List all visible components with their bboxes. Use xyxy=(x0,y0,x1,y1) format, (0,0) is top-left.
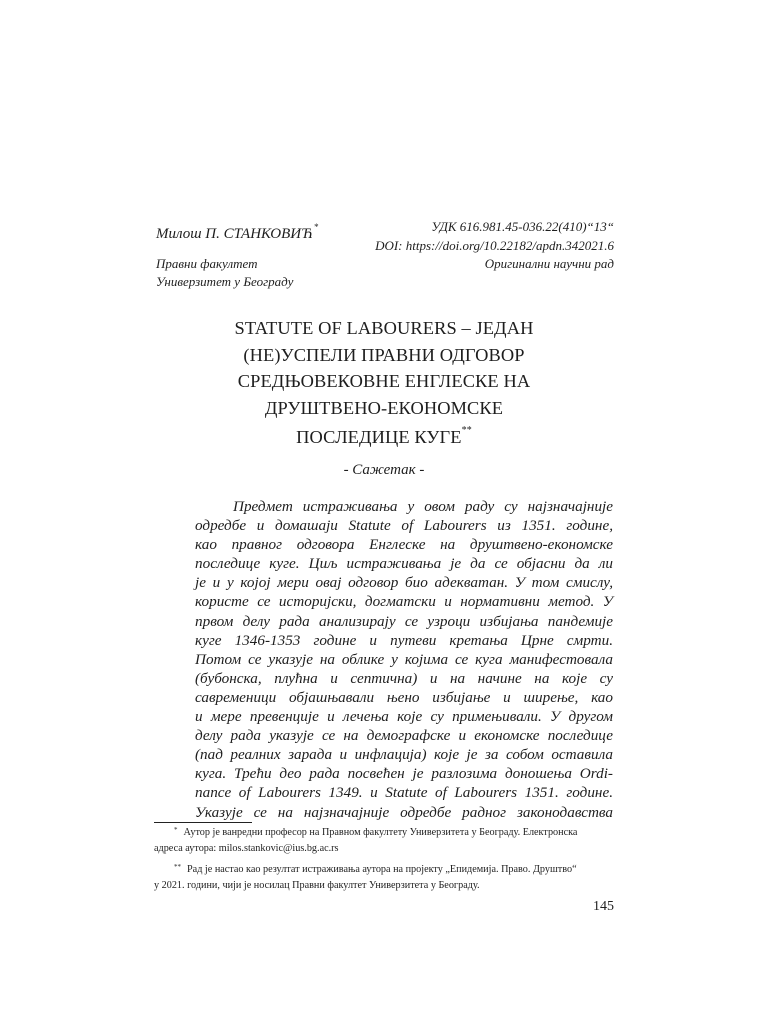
affiliation-university: Универзитет у Београду xyxy=(156,274,294,289)
footnote-text: Аутор је ванредни професор на Правном факултету Универзитета у Београду. Електронска xyxy=(183,827,578,838)
article-meta xyxy=(294,218,614,274)
abstract-line: последице куге. Циљ истраживања је да се објасни да ли xyxy=(195,555,613,573)
doi-link[interactable]: DOI: https://doi.org/10.22182/apdn.342021.6 xyxy=(375,237,614,253)
title-line: СРЕДЊОВЕКОВНЕ ЕНГЛЕСКЕ НА xyxy=(237,371,531,391)
abstract-heading: - Сажетак - xyxy=(343,462,425,478)
abstract-line: одредбе и домашаји Statute of Labourers из 1351. године, xyxy=(195,517,613,535)
affiliation-faculty: Правни факултет xyxy=(156,256,258,271)
footnote-line xyxy=(154,862,614,878)
title-line-last xyxy=(150,421,618,451)
title-line: (НЕ)УСПЕЛИ ПРАВНИ ОДГОВОР xyxy=(243,344,525,365)
article-type: Оригинални научни рад xyxy=(484,256,614,271)
abstract-line: куге 1346-1353 године и путеви кретања Црне смрти. xyxy=(195,631,613,649)
abstract-line: делу рада указује се на демографске и економске последице xyxy=(195,727,613,745)
footnote-text: Рад је настао као резултат истраживања аутора на пројекту „Епидемија. Право. Друштво“ xyxy=(187,864,577,875)
abstract-line: Указује се на најзначајније одредбе радног законодавства xyxy=(195,803,613,821)
abstract-line: nance of Labourers 1349. и Statute of Labourers 1351. године. xyxy=(195,784,613,802)
title-line: STATUTE OF LABOURERS – ЈЕДАН xyxy=(234,318,534,338)
abstract-line: и мере превенције и лечења које су примењивали. У другом xyxy=(195,708,613,726)
footnote-divider xyxy=(154,822,252,823)
abstract-line: савременици објашњавали њено избијање и ширење, као xyxy=(195,688,613,706)
footnote-line: адреса аутора: milos.stankovic@ius.bg.ac.rs xyxy=(154,843,339,854)
abstract-body xyxy=(195,497,613,822)
footnote-project xyxy=(154,862,614,893)
footnote-mark: ** xyxy=(174,863,181,871)
page-number: 145 xyxy=(593,899,614,914)
abstract-line: Потом се указује на облике у којима се куга манифестовала xyxy=(195,650,613,668)
author-footnote-mark: * xyxy=(314,222,319,232)
abstract-line: (бубонска, плућна и септична) и на начине на које су xyxy=(195,669,613,687)
abstract-line: је и у којој мери овај одговор био адекватан. У том смислу, xyxy=(195,574,613,592)
abstract-line: Предмет истраживања у овом раду су најзначајније xyxy=(233,498,613,515)
udk-code: УДК 616.981.45-036.22(410)“13“ xyxy=(431,219,614,234)
abstract-line: првом делу рада анализирају се узроци избијања пандемије xyxy=(195,612,613,630)
footnote-mark: * xyxy=(174,826,178,834)
abstract-line: (пад реалних зарада и инфлација) које је за собом оставила xyxy=(195,746,613,764)
title-line: ДРУШТВЕНО-ЕКОНОМСКЕ xyxy=(264,397,504,418)
author-name-text: Милош П. СТАНКОВИЋ xyxy=(156,226,314,242)
abstract-line: као правног одговора Енглеске на друштвено-економске xyxy=(195,536,613,554)
footnote-author xyxy=(154,825,614,856)
article-title xyxy=(150,315,618,451)
footnote-line xyxy=(154,825,614,841)
title-line-last-text: ПОСЛЕДИЦЕ КУГЕ xyxy=(296,427,462,448)
title-footnote-mark: ** xyxy=(461,425,472,436)
footnotes xyxy=(154,825,614,899)
footnote-line: у 2021. години, чији је носилац Правни факултет Универзитета у Београду. xyxy=(154,880,480,891)
abstract-line: куга. Трећи део рада посвећен је разлозима доношења Ordi- xyxy=(195,765,613,783)
abstract-line: користе се историјски, догматски и нормативни метод. У xyxy=(195,593,613,611)
